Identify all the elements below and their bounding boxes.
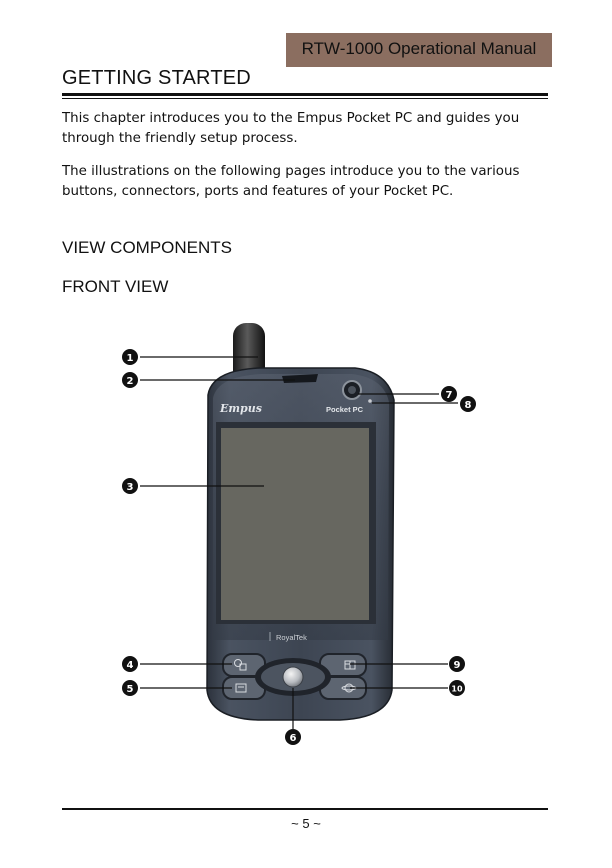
manual-title-tag: RTW-1000 Operational Manual	[286, 33, 552, 67]
svg-text:7: 7	[445, 390, 453, 401]
callout-3	[122, 478, 138, 494]
callout-7	[441, 386, 457, 402]
screen-shade	[221, 428, 369, 620]
page-number: ~ 5 ~	[291, 816, 321, 831]
view-components-heading: VIEW COMPONENTS	[62, 238, 233, 257]
callout-10	[449, 680, 465, 696]
model-label: Pocket PC	[326, 405, 364, 414]
svg-text:3: 3	[126, 482, 134, 493]
maker-label: RoyalTek	[276, 633, 307, 642]
svg-text:4: 4	[126, 660, 134, 671]
svg-text:1: 1	[126, 353, 134, 364]
callout-6	[285, 729, 301, 745]
svg-text:5: 5	[126, 684, 134, 695]
front-view-heading: FRONT VIEW	[62, 277, 169, 296]
callout-8	[460, 396, 476, 412]
led-indicator	[368, 399, 372, 403]
nav-joystick	[283, 667, 303, 687]
footer-rule	[62, 808, 548, 810]
svg-text:6: 6	[289, 733, 297, 744]
intro-paragraph: This chapter introduces you to the Empus Pocket PC and guides you through the friendly setup process.	[62, 111, 520, 146]
top-right-button-core	[348, 386, 356, 394]
svg-text:10: 10	[451, 684, 463, 694]
callout-4	[122, 656, 138, 672]
callout-1	[122, 349, 138, 365]
svg-text:2: 2	[126, 376, 134, 387]
section-title: GETTING STARTED	[62, 67, 251, 89]
svg-text:8: 8	[464, 400, 472, 411]
callout-9	[449, 656, 465, 672]
callout-5	[122, 680, 138, 696]
illustrations-paragraph: The illustrations on the following pages introduce you to the various buttons, connectors, ports and features of your Pocket PC.	[62, 164, 520, 199]
callout-2	[122, 372, 138, 388]
svg-text:9: 9	[453, 660, 461, 671]
brand-logo: Empus	[220, 402, 262, 415]
